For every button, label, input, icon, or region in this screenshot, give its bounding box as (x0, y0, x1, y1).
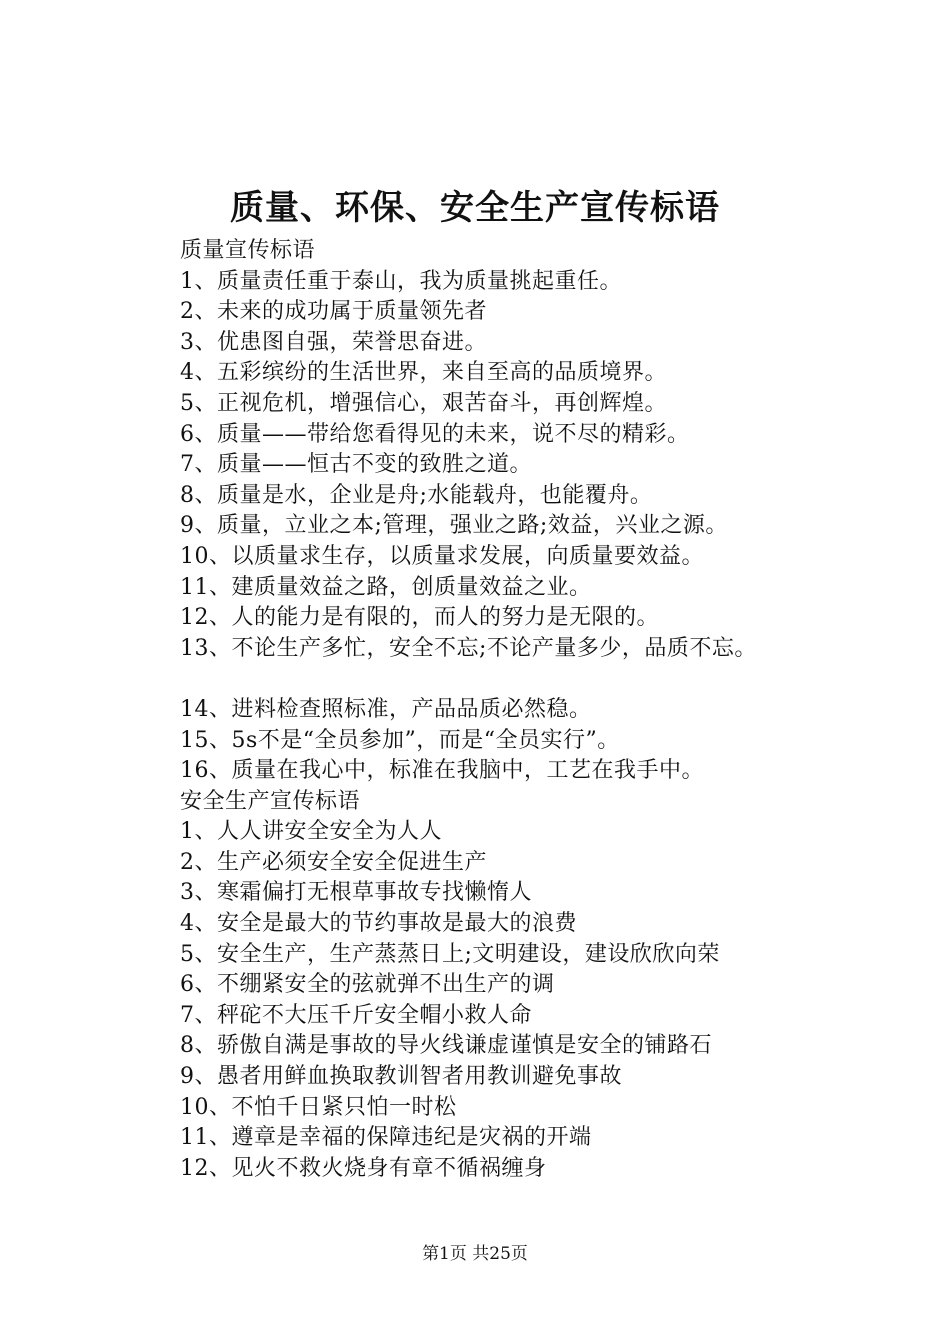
text-line: 14、进料检查照标准，产品品质必然稳。 (180, 696, 592, 722)
text-line: 2、未来的成功属于质量领先者 (180, 299, 487, 325)
text-line: 12、见火不救火烧身有章不循祸缠身 (180, 1155, 547, 1181)
text-line: 13、不论生产多忙，安全不忘;不论产量多少，品质不忘。 (180, 635, 757, 661)
text-line: 7、质量——恒古不变的致胜之道。 (180, 452, 532, 478)
text-line: 3、优患图自强，荣誉思奋进。 (180, 329, 487, 355)
text-line: 3、寒霜偏打无根草事故专找懒惰人 (180, 880, 532, 906)
text-line: 4、安全是最大的节约事故是最大的浪费 (180, 911, 577, 937)
text-line: 9、愚者用鲜血换取教训智者用教训避免事故 (180, 1064, 622, 1090)
blank-line (180, 664, 930, 695)
text-line: 安全生产宣传标语 (180, 788, 361, 814)
text-line: 8、质量是水，企业是舟;水能载舟，也能覆舟。 (180, 482, 653, 508)
text-line: 1、质量责任重于泰山，我为质量挑起重任。 (180, 268, 622, 294)
text-line: 12、人的能力是有限的，而人的努力是无限的。 (180, 605, 659, 631)
text-line: 8、骄傲自满是事故的导火线谦虚谨慎是安全的铺路石 (180, 1033, 712, 1059)
document-body (180, 236, 930, 1184)
text-line: 1、人人讲安全安全为人人 (180, 819, 442, 845)
text-line: 10、不怕千日紧只怕一时松 (180, 1094, 457, 1120)
text-line: 11、建质量效益之路，创质量效益之业。 (180, 574, 592, 600)
text-line: 9、质量，立业之本;管理，强业之路;效益，兴业之源。 (180, 513, 728, 539)
text-line: 6、质量——带给您看得见的未来，说不尽的精彩。 (180, 421, 690, 447)
page-footer: 第1页 共25页 (422, 1244, 528, 1264)
text-line: 质量宣传标语 (180, 238, 316, 263)
text-line: 11、遵章是幸福的保障违纪是灾祸的开端 (180, 1125, 592, 1151)
text-line: 15、5s不是“全员参加”，而是“全员实行”。 (180, 727, 620, 753)
text-line: 2、生产必须安全安全促进生产 (180, 849, 487, 875)
document-title: 质量、环保、安全生产宣传标语 (230, 188, 720, 228)
text-line: 6、不绷紧安全的弦就弹不出生产的调 (180, 972, 555, 998)
text-line: 5、安全生产，生产蒸蒸日上;文明建设，建设欣欣向荣 (180, 941, 720, 967)
text-line: 4、五彩缤纷的生活世界，来自至高的品质境界。 (180, 360, 667, 386)
text-line: 7、秤砣不大压千斤安全帽小救人命 (180, 1002, 532, 1028)
text-line: 10、以质量求生存，以质量求发展，向质量要效益。 (180, 543, 704, 569)
text-line: 5、正视危机，增强信心，艰苦奋斗，再创辉煌。 (180, 390, 667, 416)
text-line: 16、质量在我心中，标准在我脑中，工艺在我手中。 (180, 758, 704, 784)
